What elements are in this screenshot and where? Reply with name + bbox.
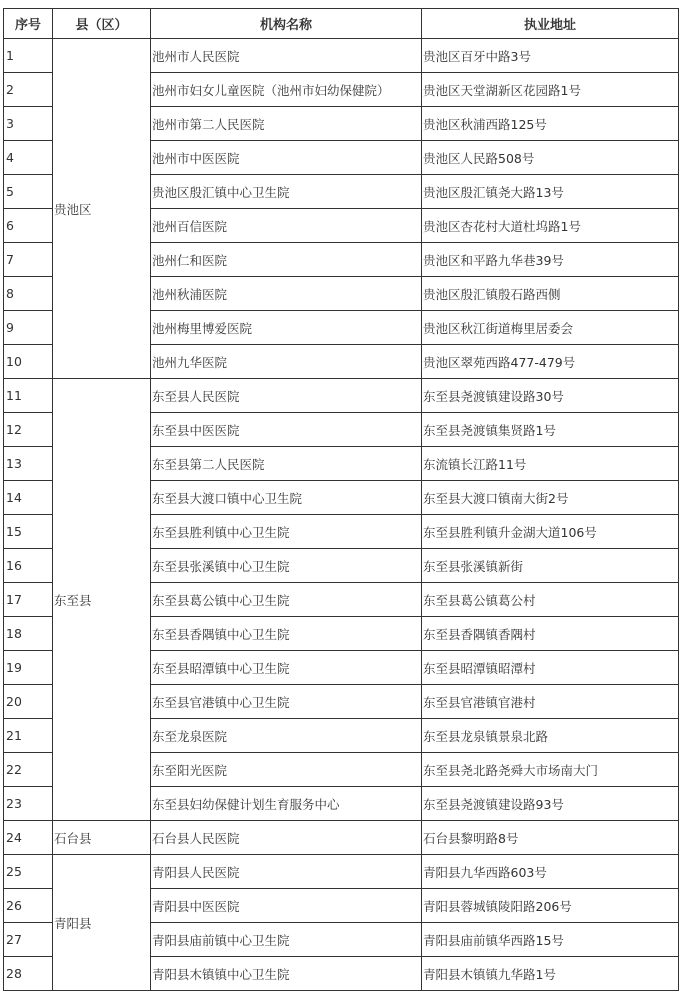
county-cell: 青阳县	[53, 855, 151, 991]
institution-name: 池州市人民医院	[151, 39, 422, 73]
row-index: 9	[4, 311, 53, 345]
institution-address: 东至县葛公镇葛公村	[422, 583, 679, 617]
institution-name: 东至阳光医院	[151, 753, 422, 787]
row-index: 8	[4, 277, 53, 311]
institution-address: 东至县香隅镇香隅村	[422, 617, 679, 651]
institution-address: 东至县尧渡镇建设路93号	[422, 787, 679, 821]
institution-name: 东至龙泉医院	[151, 719, 422, 753]
institution-name: 池州秋浦医院	[151, 277, 422, 311]
header-county: 县（区）	[53, 9, 151, 39]
institution-address: 贵池区翠苑西路477-479号	[422, 345, 679, 379]
table-body	[4, 39, 679, 991]
institution-name: 池州梅里博爱医院	[151, 311, 422, 345]
institution-address: 东流镇长江路11号	[422, 447, 679, 481]
county-cell: 贵池区	[53, 39, 151, 379]
row-index: 26	[4, 889, 53, 923]
row-index: 3	[4, 107, 53, 141]
row-index: 17	[4, 583, 53, 617]
county-cell: 东至县	[53, 379, 151, 821]
row-index: 13	[4, 447, 53, 481]
institution-address: 贵池区百牙中路3号	[422, 39, 679, 73]
institution-name: 池州九华医院	[151, 345, 422, 379]
institution-name: 东至县香隅镇中心卫生院	[151, 617, 422, 651]
row-index: 27	[4, 923, 53, 957]
row-index: 7	[4, 243, 53, 277]
row-index: 20	[4, 685, 53, 719]
row-index: 22	[4, 753, 53, 787]
institution-address: 东至县尧渡镇建设路30号	[422, 379, 679, 413]
institution-name: 青阳县人民医院	[151, 855, 422, 889]
institution-address: 东至县大渡口镇南大街2号	[422, 481, 679, 515]
header-row	[4, 9, 679, 39]
institution-name: 东至县妇幼保健计划生育服务中心	[151, 787, 422, 821]
row-index: 4	[4, 141, 53, 175]
institution-address: 东至县龙泉镇景泉北路	[422, 719, 679, 753]
institution-address: 贵池区和平路九华巷39号	[422, 243, 679, 277]
institution-name: 石台县人民医院	[151, 821, 422, 855]
institution-address: 东至县尧北路尧舜大市场南大门	[422, 753, 679, 787]
institution-address: 青阳县九华西路603号	[422, 855, 679, 889]
row-index: 2	[4, 73, 53, 107]
row-index: 10	[4, 345, 53, 379]
institution-name: 池州仁和医院	[151, 243, 422, 277]
institution-name: 东至县第二人民医院	[151, 447, 422, 481]
institution-address: 贵池区殷汇镇尧大路13号	[422, 175, 679, 209]
institution-address: 青阳县木镇镇九华路1号	[422, 957, 679, 991]
row-index: 23	[4, 787, 53, 821]
institution-address: 青阳县蓉城镇陵阳路206号	[422, 889, 679, 923]
hospital-table	[3, 8, 679, 991]
row-index: 25	[4, 855, 53, 889]
header-address: 执业地址	[422, 9, 679, 39]
row-index: 18	[4, 617, 53, 651]
institution-name: 东至县人民医院	[151, 379, 422, 413]
row-index: 15	[4, 515, 53, 549]
institution-name: 东至县中医医院	[151, 413, 422, 447]
row-index: 24	[4, 821, 53, 855]
table-row	[4, 379, 679, 413]
institution-address: 东至县昭潭镇昭潭村	[422, 651, 679, 685]
institution-address: 青阳县庙前镇华西路15号	[422, 923, 679, 957]
institution-address: 东至县官港镇官港村	[422, 685, 679, 719]
row-index: 19	[4, 651, 53, 685]
institution-address: 贵池区殷汇镇殷石路西侧	[422, 277, 679, 311]
institution-address: 贵池区秋江街道梅里居委会	[422, 311, 679, 345]
institution-name: 池州百信医院	[151, 209, 422, 243]
row-index: 16	[4, 549, 53, 583]
row-index: 14	[4, 481, 53, 515]
row-index: 21	[4, 719, 53, 753]
institution-address: 东至县尧渡镇集贤路1号	[422, 413, 679, 447]
row-index: 1	[4, 39, 53, 73]
row-index: 5	[4, 175, 53, 209]
institution-name: 贵池区殷汇镇中心卫生院	[151, 175, 422, 209]
institution-name: 青阳县木镇镇中心卫生院	[151, 957, 422, 991]
institution-name: 池州市妇女儿童医院（池州市妇幼保健院）	[151, 73, 422, 107]
institution-address: 贵池区秋浦西路125号	[422, 107, 679, 141]
institution-address: 东至县张溪镇新街	[422, 549, 679, 583]
row-index: 6	[4, 209, 53, 243]
table-row	[4, 855, 679, 889]
institution-address: 贵池区天堂湖新区花园路1号	[422, 73, 679, 107]
institution-address: 贵池区人民路508号	[422, 141, 679, 175]
institution-name: 青阳县中医医院	[151, 889, 422, 923]
institution-address: 东至县胜利镇升金湖大道106号	[422, 515, 679, 549]
county-cell: 石台县	[53, 821, 151, 855]
institution-address: 贵池区杏花村大道杜坞路1号	[422, 209, 679, 243]
institution-name: 东至县官港镇中心卫生院	[151, 685, 422, 719]
header-institution: 机构名称	[151, 9, 422, 39]
institution-name: 东至县昭潭镇中心卫生院	[151, 651, 422, 685]
institution-name: 东至县张溪镇中心卫生院	[151, 549, 422, 583]
header-index: 序号	[4, 9, 53, 39]
table-row	[4, 821, 679, 855]
institution-name: 青阳县庙前镇中心卫生院	[151, 923, 422, 957]
institution-name: 东至县大渡口镇中心卫生院	[151, 481, 422, 515]
row-index: 12	[4, 413, 53, 447]
row-index: 11	[4, 379, 53, 413]
institution-name: 东至县葛公镇中心卫生院	[151, 583, 422, 617]
table-row	[4, 39, 679, 73]
row-index: 28	[4, 957, 53, 991]
institution-name: 东至县胜利镇中心卫生院	[151, 515, 422, 549]
institution-address: 石台县黎明路8号	[422, 821, 679, 855]
institution-name: 池州市中医医院	[151, 141, 422, 175]
institution-name: 池州市第二人民医院	[151, 107, 422, 141]
